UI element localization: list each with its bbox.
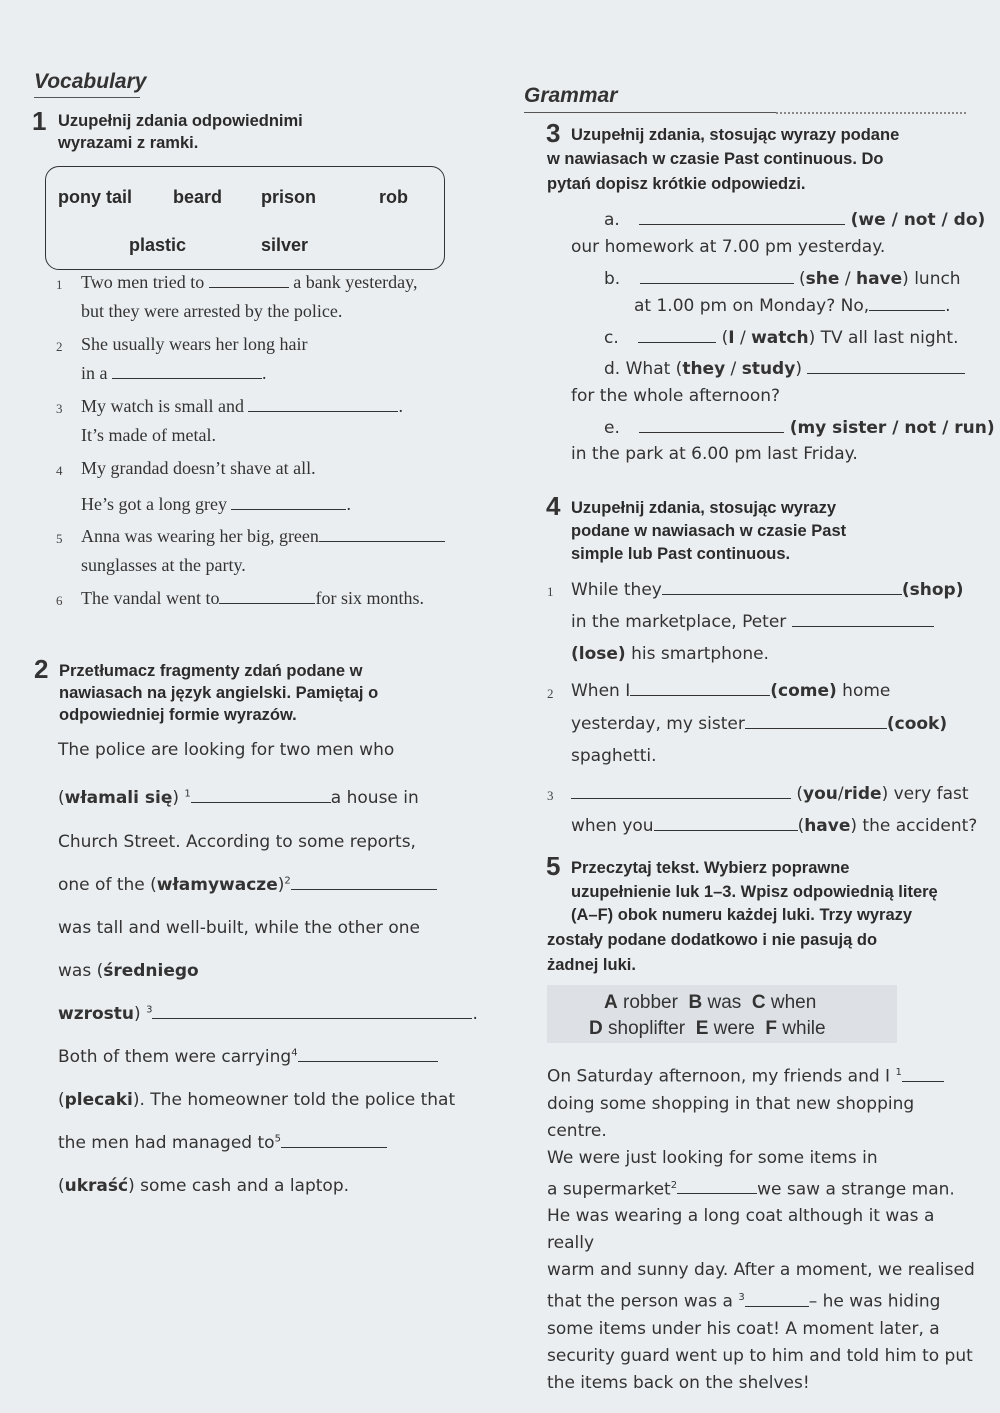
- text: that the person was a: [547, 1291, 733, 1312]
- ex5-blank-2[interactable]: [677, 1192, 757, 1194]
- text: Anna was wearing her big, green: [81, 526, 319, 546]
- text: – he was hiding: [808, 1291, 941, 1312]
- text: ) some cash and a laptop.: [128, 1176, 350, 1196]
- item-number: 2: [547, 686, 554, 701]
- option-word: were: [713, 1018, 755, 1039]
- text: at 1.00 pm on Monday? No,: [634, 296, 870, 316]
- instruction-line: Przetłumacz fragmenty zdań podane w: [59, 662, 363, 680]
- ex1-item-5-line-2: sunglasses at the party.: [81, 555, 246, 575]
- item-number: 4: [56, 463, 63, 478]
- ex2-line-8: [58, 1047, 438, 1067]
- text: Two men tried to: [81, 272, 205, 292]
- prompt-text: I: [728, 328, 735, 348]
- instruction-line: żadnej luki.: [547, 956, 636, 974]
- ex2-blank-2[interactable]: [291, 888, 437, 890]
- prompt-text: watch: [751, 328, 809, 348]
- item-number: 1: [56, 277, 63, 292]
- ex4-blank-6[interactable]: [654, 829, 798, 831]
- exercise-1-instruction: [58, 110, 303, 154]
- instruction-line: uzupełnienie luk 1–3. Wpisz odpowiednią literę: [571, 882, 938, 901]
- ex2-blank-5[interactable]: [281, 1146, 387, 1148]
- ex2-line-6: [58, 961, 199, 981]
- option-letter: D: [589, 1018, 603, 1039]
- text: /: [837, 784, 844, 804]
- ex1-item-2-line-1: She usually wears her long hair: [81, 334, 308, 354]
- ex3-item-d: [604, 359, 965, 379]
- ex4-item-2-line-2: [571, 714, 947, 734]
- item-number: 1: [547, 584, 554, 599]
- exercise-5-instruction: [571, 857, 938, 928]
- word-box-item: plastic: [129, 235, 187, 255]
- text: yesterday, my sister: [571, 714, 745, 734]
- text: On Saturday afternoon, my friends and I: [547, 1066, 891, 1087]
- prompt-text: średniego: [103, 961, 199, 981]
- text: My watch is small and: [81, 396, 244, 416]
- prompt-text: włamali się: [64, 788, 173, 808]
- ex1-item-1-line-1: [81, 272, 418, 293]
- ex2-line-4: [58, 875, 437, 895]
- text: /: [839, 269, 856, 289]
- text: we saw a strange man.: [757, 1179, 955, 1200]
- item-letter: b.: [604, 269, 621, 289]
- gap-number: 1: [895, 1067, 902, 1078]
- prompt-text: ride: [843, 784, 882, 804]
- answer-blank-2[interactable]: [112, 377, 262, 379]
- vocabulary-title: Vocabulary: [34, 70, 147, 93]
- item-number: 5: [56, 531, 63, 546]
- ex4-item-1-line-2: [571, 612, 934, 632]
- exercise-4-number: 4: [546, 491, 561, 521]
- text: a bank yesterday,: [293, 272, 418, 292]
- text: (: [58, 1176, 65, 1196]
- text: ): [277, 875, 285, 895]
- text: (: [797, 816, 805, 836]
- text: (: [721, 328, 729, 348]
- text: (: [58, 788, 65, 808]
- word-box: [45, 166, 445, 270]
- ex4-item-3-line-2: [571, 816, 977, 836]
- ex3-item-b-line-2: [634, 296, 951, 316]
- text: the men had managed to: [58, 1133, 275, 1153]
- text: .: [398, 396, 403, 416]
- text: a house in: [330, 788, 419, 808]
- ex2-line-11: [58, 1176, 349, 1196]
- ex3-item-b: [604, 269, 961, 289]
- text: The vandal went to: [81, 588, 220, 608]
- ex4-item-2-line-1: [571, 681, 890, 701]
- text: Both of them were carrying: [58, 1047, 292, 1067]
- instruction-line: (A–F) obok numeru każdej luki. Trzy wyrazy: [571, 906, 913, 924]
- gap-number: 4: [291, 1047, 298, 1059]
- option-word: when: [770, 992, 817, 1013]
- text: .: [472, 1004, 478, 1024]
- ex2-blank-1[interactable]: [191, 801, 331, 803]
- ex4-blank-2[interactable]: [792, 625, 934, 627]
- text: in a: [81, 363, 108, 383]
- text: (: [799, 269, 806, 289]
- ex2-blank-4[interactable]: [298, 1060, 438, 1062]
- ex1-item-5-line-1: [81, 526, 445, 547]
- instruction-line: nawiasach na język angielski. Pamiętaj o: [59, 684, 379, 702]
- exercise-3-instruction-cont: [547, 148, 884, 195]
- ex5-text: [547, 1059, 977, 1397]
- exercise-3-number: 3: [546, 118, 561, 148]
- prompt-text: she: [805, 269, 840, 289]
- exercise-3-instruction: [547, 124, 899, 146]
- text: when you: [571, 816, 654, 836]
- option-word: shoplifter: [608, 1018, 686, 1039]
- ex2-line-5: was tall and well-built, while the other one: [58, 918, 420, 938]
- gap-number: 3: [146, 1004, 153, 1016]
- instruction-line: odpowiedniej formie wyrazów.: [59, 706, 297, 724]
- answer-blank-4[interactable]: [231, 508, 346, 510]
- vocabulary-underline: [34, 97, 140, 98]
- text: ): [172, 788, 185, 808]
- ex4-item-1-line-3: [571, 644, 769, 664]
- ex2-line-10: [58, 1133, 387, 1153]
- prompt-text: you: [803, 784, 838, 804]
- text: for six months.: [315, 588, 424, 608]
- ex3-blank-a[interactable]: [639, 223, 845, 225]
- text: ): [134, 1004, 147, 1024]
- ex2-line-7: [58, 1004, 478, 1024]
- ex3-blank-e[interactable]: [639, 431, 784, 433]
- text: ) TV all last night.: [808, 328, 959, 348]
- answer-blank-5[interactable]: [319, 540, 445, 542]
- ex5-text-line: [547, 1284, 977, 1316]
- grammar-title: Grammar: [524, 84, 618, 107]
- text: ): [795, 359, 802, 379]
- text: .: [945, 296, 951, 316]
- instruction-line: zostały podane dodatkowo i nie pasują do: [547, 931, 878, 949]
- ex2-line-2: [58, 788, 419, 808]
- prompt-text: (come): [770, 681, 837, 701]
- instruction-line: w nawiasach w czasie Past continuous. Do: [547, 150, 884, 168]
- exercise-5-number: 5: [546, 851, 561, 881]
- word-box-item: beard: [173, 187, 223, 207]
- grammar-underline: [524, 112, 776, 113]
- prompt-text: (we / not / do): [850, 210, 986, 230]
- instruction-line: podane w nawiasach w czasie Past: [571, 522, 847, 540]
- prompt-text: study: [741, 359, 796, 379]
- prompt-text: (cook): [886, 714, 948, 734]
- ex4-blank-3[interactable]: [630, 694, 770, 696]
- ex3-blank-d[interactable]: [807, 372, 965, 374]
- gap-number: 5: [274, 1133, 281, 1145]
- option-word: robber: [623, 992, 678, 1013]
- answer-blank-6[interactable]: [219, 602, 315, 604]
- ex2-line-1: The police are looking for two men who: [58, 740, 395, 760]
- ex5-text-line: We were just looking for some items in: [547, 1147, 878, 1168]
- text: home: [836, 681, 891, 701]
- item-number: 6: [56, 593, 63, 608]
- instruction-line: wyrazami z ramki.: [58, 134, 199, 152]
- grammar-dotted-rule: [776, 112, 966, 114]
- ex3-item-d-line-2: for the whole afternoon?: [571, 386, 781, 406]
- exercise-2-instruction: [59, 660, 378, 726]
- exercise-5-instruction-cont: [547, 928, 877, 978]
- item-number: 3: [547, 788, 554, 803]
- ex1-item-3-line-1: [81, 396, 403, 417]
- text: .: [346, 494, 351, 514]
- ex2-line-3: Church Street. According to some reports,: [58, 832, 416, 852]
- prompt-text: have: [855, 269, 903, 289]
- text: /: [725, 359, 742, 379]
- ex4-blank-5[interactable]: [571, 797, 791, 799]
- ex4-blank-4[interactable]: [745, 727, 887, 729]
- prompt-text: włamywacze: [156, 875, 278, 895]
- answer-blank-1[interactable]: [209, 286, 289, 288]
- word-box-item: prison: [261, 187, 317, 207]
- option-letter: C: [751, 992, 766, 1013]
- ex5-blank-3[interactable]: [745, 1305, 809, 1307]
- ex3-item-e: [604, 418, 995, 438]
- prompt-text: ukraść: [64, 1176, 129, 1196]
- text: in the marketplace, Peter: [571, 612, 787, 632]
- item-letter: d.: [604, 359, 621, 379]
- option-letter: E: [695, 1018, 709, 1039]
- option-letter: A: [604, 992, 618, 1013]
- ex4-item-1-line-1: [571, 580, 963, 600]
- text: While they: [571, 580, 662, 600]
- text: his smartphone.: [625, 644, 769, 664]
- text: (: [58, 1090, 65, 1110]
- item-letter: c.: [604, 328, 619, 348]
- gap-number: 1: [184, 788, 191, 800]
- ex5-text-line: [547, 1059, 977, 1091]
- ex1-item-6-line-1: [81, 588, 424, 609]
- ex3-item-a: [604, 210, 985, 230]
- ex4-blank-1[interactable]: [662, 593, 902, 595]
- ex5-text-line: [547, 1172, 977, 1204]
- ex1-item-1-line-2: but they were arrested by the police.: [81, 301, 343, 321]
- gap-number: 2: [284, 875, 291, 887]
- prompt-text: have: [804, 816, 851, 836]
- option-letter: F: [765, 1018, 778, 1039]
- prompt-text: they: [682, 359, 726, 379]
- text: When I: [571, 681, 631, 701]
- ex3-item-e-line-2: in the park at 6.00 pm last Friday.: [571, 444, 858, 464]
- options-row-2: [589, 1018, 826, 1040]
- instruction-line: Uzupełnij zdania, stosując wyrazy: [571, 499, 836, 517]
- text: He’s got a long grey: [81, 494, 227, 514]
- gap-number: 2: [670, 1179, 678, 1191]
- text: one of the (: [58, 875, 157, 895]
- instruction-line: Uzupełnij zdania odpowiednimi: [58, 112, 303, 130]
- text: ) very fast: [881, 784, 969, 804]
- ex4-item-2-line-3: spaghetti.: [571, 746, 657, 766]
- ex2-blank-3[interactable]: [152, 1017, 472, 1019]
- ex4-item-3-line-1: [571, 784, 969, 804]
- exercise-2-number: 2: [34, 654, 49, 684]
- text: was (: [58, 961, 104, 981]
- prompt-text: (lose): [571, 644, 626, 664]
- option-letter: B: [688, 992, 703, 1013]
- word-box-item: silver: [261, 235, 309, 255]
- ex3-blank-b[interactable]: [640, 282, 794, 284]
- instruction-line: Uzupełnij zdania, stosując wyrazy podane: [571, 126, 900, 144]
- prompt-text: (shop): [901, 580, 964, 600]
- ex5-text-line: the items back on the shelves!: [547, 1372, 810, 1393]
- text: ) lunch: [902, 269, 961, 289]
- ex1-item-2-line-2: [81, 363, 267, 384]
- ex5-text-line: He was wearing a long coat although it was a really: [547, 1206, 935, 1254]
- item-letter: a.: [604, 210, 620, 230]
- text: ) the accident?: [850, 816, 978, 836]
- prompt-text: wzrostu: [58, 1004, 135, 1024]
- instruction-line: simple lub Past continuous.: [571, 545, 791, 563]
- text: (: [796, 784, 804, 804]
- word-box-item: rob: [379, 187, 408, 207]
- word-box-item: pony tail: [58, 187, 133, 207]
- text: /: [734, 328, 752, 348]
- text: a supermarket: [547, 1179, 671, 1200]
- instruction-line: pytań dopisz krótkie odpowiedzi.: [547, 175, 806, 193]
- text: What (: [625, 359, 683, 379]
- ex5-text-line: some items under his coat! A moment later, a: [547, 1318, 940, 1339]
- item-letter: e.: [604, 418, 620, 438]
- ex1-item-4-line-1: My grandad doesn’t shave at all.: [81, 458, 316, 478]
- ex5-text-line: doing some shopping in that new shopping centre.: [547, 1093, 915, 1141]
- ex5-text-line: security guard went up to him and told him to put: [547, 1345, 973, 1366]
- exercise-4-instruction: [571, 497, 846, 566]
- gap-number: 3: [738, 1292, 745, 1304]
- prompt-text: plecaki: [64, 1090, 133, 1110]
- ex1-item-3-line-2: It’s made of metal.: [81, 425, 216, 445]
- ex2-line-9: [58, 1090, 455, 1110]
- prompt-text: (my sister / not / run): [789, 418, 995, 438]
- ex5-blank-1[interactable]: [902, 1080, 944, 1082]
- item-number: 2: [56, 339, 63, 354]
- exercise-1-number: 1: [32, 106, 47, 136]
- options-row-1: [604, 992, 816, 1014]
- text: ). The homeowner told the police that: [132, 1090, 456, 1110]
- text: .: [262, 363, 267, 383]
- ex5-text-line: warm and sunny day. After a moment, we realised: [547, 1260, 975, 1281]
- ex3-blank-c[interactable]: [638, 341, 716, 343]
- ex3-blank-b-short[interactable]: [869, 309, 945, 311]
- instruction-line: Przeczytaj tekst. Wybierz poprawne: [571, 859, 850, 877]
- answer-blank-3[interactable]: [248, 410, 398, 412]
- option-word: while: [782, 1018, 826, 1039]
- ex1-item-4-line-2: [81, 494, 351, 515]
- ex3-item-c: [604, 328, 959, 348]
- item-number: 3: [56, 401, 63, 416]
- ex3-item-a-line-2: our homework at 7.00 pm yesterday.: [571, 237, 886, 257]
- option-word: was: [707, 992, 742, 1013]
